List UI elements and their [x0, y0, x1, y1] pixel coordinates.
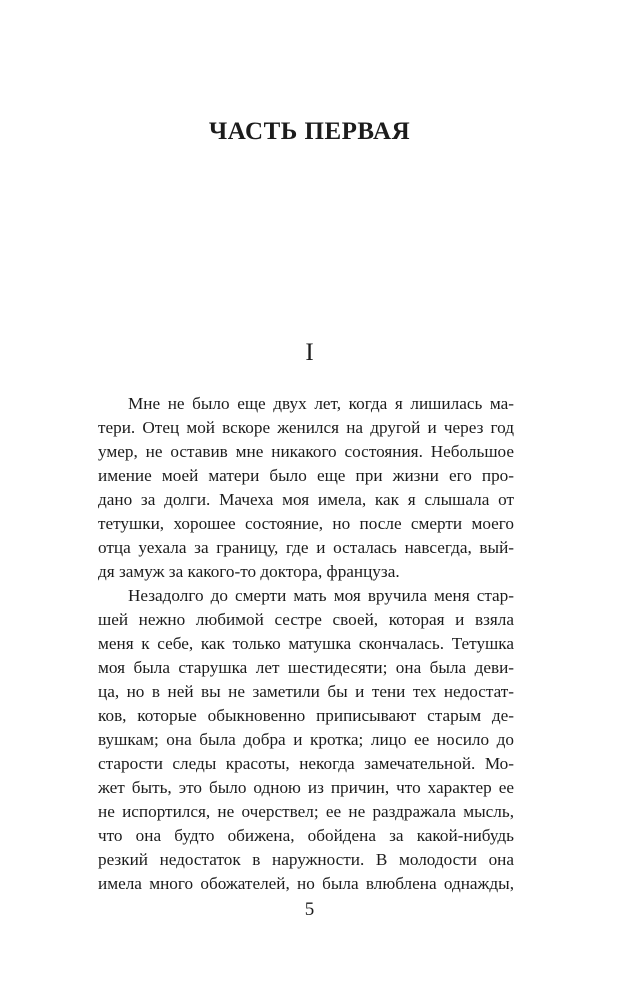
text-line: отца уехала за границу, где и осталась навсегда, вый-	[98, 538, 514, 557]
text-line: шей нежно любимой сестре своей, которая и взяла	[98, 610, 514, 629]
text-line: имела много обожателей, но была влюблена однажды,	[98, 874, 514, 893]
text-line: не испортился, не очерствел; ее не раздражала мысль,	[98, 802, 514, 821]
part-title: ЧАСТЬ ПЕРВАЯ	[208, 118, 411, 145]
text-line: умер, не оставив мне никакого состояния. Небольшое	[98, 442, 514, 461]
text-line: резкий недостаток в наружности. В молодости она	[98, 850, 514, 869]
text-line: меня к себе, как только матушка скончалась. Тетушка	[98, 634, 514, 653]
text-line: тери. Отец мой вскоре женился на другой и через год	[98, 418, 514, 437]
body-text	[98, 392, 514, 896]
paragraph-1	[98, 392, 514, 584]
text-line: Мне не было еще двух лет, когда я лишилась ма-	[128, 394, 514, 413]
text-line: ца, но в ней вы не заметили бы и тени тех недостат-	[98, 682, 514, 701]
text-line: вушкам; она была добра и кротка; лицо ее носило до	[98, 730, 514, 749]
chapter-number: I	[305, 339, 314, 366]
text-line: старости следы красоты, некогда замечательной. Мо-	[98, 754, 514, 773]
text-line: дано за долги. Мачеха моя имела, как я слышала от	[98, 490, 514, 509]
text-line: дя замуж за какого-то доктора, француза.	[98, 562, 400, 581]
paragraph-2	[98, 584, 514, 896]
text-line: ков, которые обыкновенно приписывают старым де-	[98, 706, 514, 725]
text-line: моя была старушка лет шестидесяти; она была деви-	[98, 658, 514, 677]
text-line: Незадолго до смерти мать моя вручила меня стар-	[128, 586, 514, 605]
text-line: имение моей матери было еще при жизни его про-	[98, 466, 514, 485]
page-number: 5	[304, 899, 315, 920]
text-line: тетушки, хорошее состояние, но после смерти моего	[98, 514, 514, 533]
text-line: что она будто обижена, обойдена за какой-нибудь	[98, 826, 514, 845]
text-line: жет быть, это было одною из причин, что характер ее	[98, 778, 514, 797]
